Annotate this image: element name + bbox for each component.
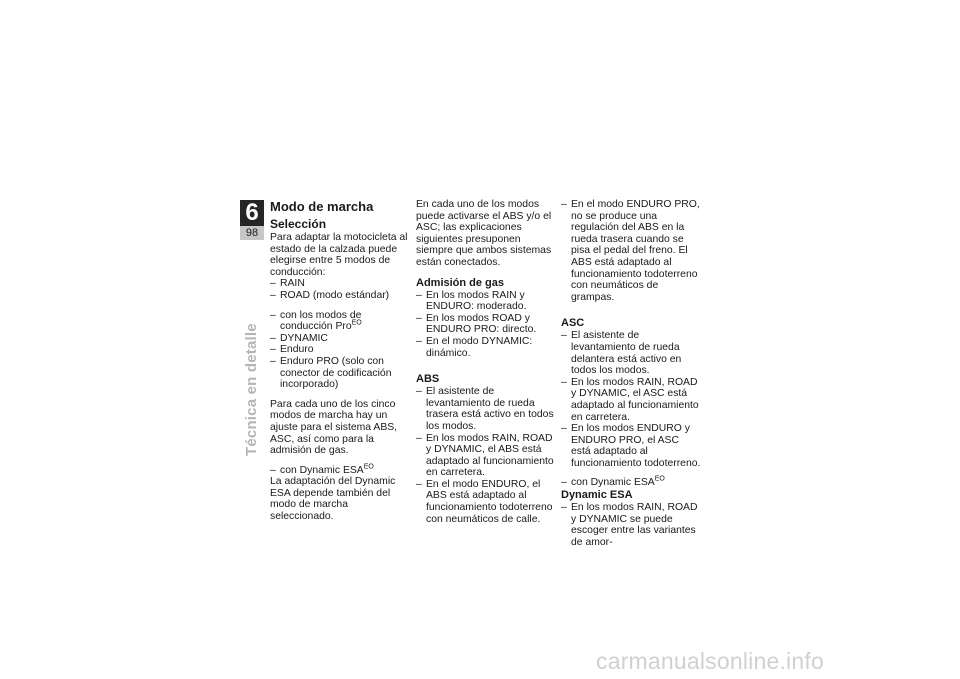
list-item: – En el modo ENDURO, el ABS está adaptado al funcionamiento todoterreno con neumáticos de calle. [416, 479, 556, 525]
chapter-side-title [240, 246, 264, 456]
list-item: – En los modos RAIN y ENDURO: moderado. [416, 290, 556, 313]
list-item: – RAIN [270, 278, 410, 290]
condition-pro-modes [270, 310, 410, 333]
list-item: – En los modos ENDURO y ENDURO PRO, el ASC está adaptado al funcionamiento todoterreno. [561, 423, 701, 469]
list-item: – Enduro [270, 344, 410, 356]
list-item: – En los modos RAIN, ROAD y DYNAMIC, el ABS está adaptado al funcionamiento en carretera. [416, 433, 556, 479]
column-1 [270, 199, 410, 523]
abs-list-continued [561, 199, 701, 303]
esa-list [561, 502, 701, 548]
asc-list [561, 330, 701, 469]
list-item: – En el modo DYNAMIC: dinámico. [416, 336, 556, 359]
condition-dynamic-esa [270, 465, 410, 477]
heading-asc: ASC [561, 317, 585, 330]
paragraph: La adaptación del Dynamic ESA depende también del modo de marcha seleccionado. [270, 476, 396, 523]
list-item: – En los modos ROAD y ENDURO PRO: directo. [416, 313, 556, 336]
watermark: carmanualsonline.info [596, 648, 824, 674]
page-number: 98 [240, 226, 264, 240]
intro-paragraph: Para adaptar la motocicleta al estado de la calzada puede elegirse entre 5 modos de conducción: [270, 232, 408, 278]
column-3 [561, 199, 701, 548]
heading-dynamic-esa: Dynamic ESA [561, 489, 633, 502]
condition-text: con Dynamic ESA [280, 464, 364, 476]
paragraph: Para cada uno de los cinco modos de marcha hay un ajuste para el sistema ABS, ASC, así como para la admisión de gas. [270, 398, 398, 457]
list-item: – En el modo ENDURO PRO, no se produce una regulación del ABS en la rueda trasera cuando se pisa el pedal del freno. El ABS está adaptado al funcionamiento todoterreno con neumáticos de grampas. [561, 199, 701, 303]
optional-equipment-mark: EO [351, 319, 362, 327]
heading-throttle: Admisión de gas [416, 276, 505, 289]
section-title: Modo de marcha [270, 199, 374, 214]
column-2 [416, 199, 556, 525]
condition-text: con Dynamic ESA [571, 477, 655, 489]
list-item: – DYNAMIC [270, 333, 410, 345]
list-item: – ROAD (modo estándar) [270, 290, 410, 302]
list-item: – En los modos RAIN, ROAD y DYNAMIC, el ASC está adaptado al funcionamiento en carretera. [561, 377, 701, 423]
optional-equipment-mark: EO [654, 476, 665, 483]
list-item: – En los modos RAIN, ROAD y DYNAMIC se puede escoger entre las variantes de amor- [561, 502, 701, 548]
heading-abs: ABS [416, 373, 440, 386]
condition-dynamic-esa [561, 477, 701, 489]
paragraph: En cada uno de los modos puede activarse el ABS y/o el ASC; las explicaciones siguientes presuponen siempre que ambos sistemas están conectados. [416, 199, 552, 268]
condition-text: con los modos de conducción Pro [280, 309, 362, 333]
list-item: – El asistente de levantamiento de rueda delantera está activo en todos los modos. [561, 330, 701, 376]
list-item: – Enduro PRO (solo con conector de codificación incorporado) [270, 356, 410, 391]
subsection-title: Selección [270, 217, 327, 231]
mode-list-1 [270, 278, 410, 301]
chapter-tab [240, 200, 264, 244]
optional-equipment-mark: EO [363, 463, 374, 471]
abs-list [416, 386, 556, 525]
mode-list-2 [270, 333, 410, 391]
chapter-number: 6 [240, 200, 264, 226]
side-title-text: Técnica en detalle [243, 323, 260, 456]
list-item: – El asistente de levantamiento de rueda trasera está activo en todos los modos. [416, 386, 556, 432]
throttle-list [416, 290, 556, 360]
